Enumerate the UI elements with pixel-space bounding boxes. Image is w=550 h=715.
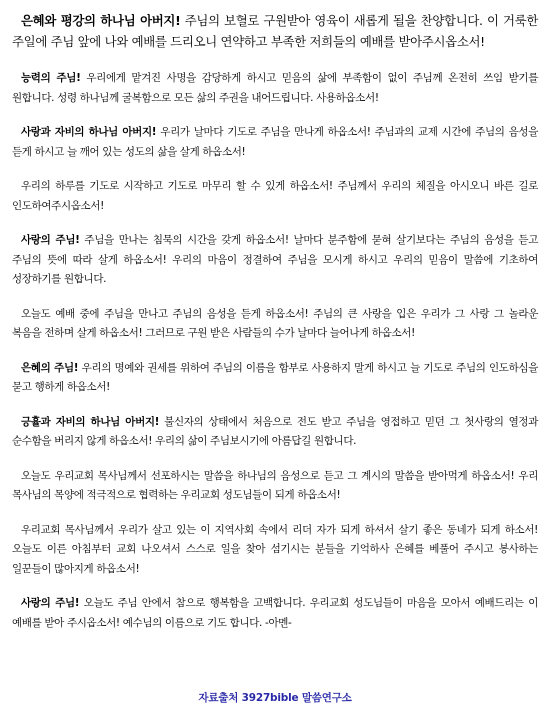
paragraph-1 (12, 10, 538, 52)
paragraph-text: 오늘도 우리교회 목사님께서 선포하시는 말씀을 하나님의 음성으로 듣고 그 계시의 말씀을 받아먹게 하옵소서! 우리 목사님의 목양에 적극적으로 협력하는 우리교회 성도님들이 되게 하옵소서! (12, 469, 538, 501)
paragraph-4 (12, 177, 538, 216)
paragraph-lead: 사랑과 자비의 하나님 아버지! (21, 126, 157, 138)
paragraph-10 (12, 521, 538, 580)
paragraph-3 (12, 123, 538, 162)
paragraph-11 (12, 594, 538, 633)
paragraph-lead: 은혜의 주님! (21, 361, 79, 374)
paragraph-text: 불신자의 상태에서 처음으로 전도 받고 주님을 영접하고 믿던 그 첫사랑의 열정과 순수함을 버리지 않게 하옵소서! 우리의 삶이 주님보시기에 아름답길 원합니다. (12, 415, 538, 447)
paragraph-text: 주님의 보혈로 구원받아 영육이 새롭게 될을 찬양합니다. 이 거룩한 주일에 주님 앞에 나와 예배를 드리오니 연약하고 부족한 저희들의 예배를 받아주시옵소서! (12, 13, 538, 49)
paragraph-lead: 능력의 주님! (21, 72, 81, 84)
paragraph-lead: 긍휼과 자비의 하나님 아버지! (21, 415, 160, 428)
paragraph-lead: 사랑의 주님! (21, 234, 80, 246)
paragraph-text: 우리의 명예와 권세를 위하여 주님의 이름을 함부로 사용하지 말게 하시고 늘 기도로 주님의 인도하심을 묻고 행하게 하옵소서! (12, 361, 538, 393)
paragraph-lead: 사랑의 주님! (21, 597, 80, 609)
source-credit: 자료출처 3927bible 말씀연구소 (198, 692, 352, 704)
paragraph-6 (12, 305, 538, 344)
paragraph-text: 우리의 하루를 기도로 시작하고 기도로 마무리 할 수 있게 하옵소서! 주님께서 우리의 체질을 아시오니 바른 길로 인도하여주시옵소서! (12, 180, 538, 212)
paragraph-text: 우리가 날마다 기도로 주님을 만나게 하옵소서! 주님과의 교제 시간에 주님의 음성을 듣게 하시고 늘 깨어 있는 성도의 삶을 살게 하옵소서! (12, 126, 539, 158)
paragraph-text: 우리에게 맡겨진 사명을 감당하게 하시고 믿음의 삶에 부족함이 없이 주님께 온전히 쓰임 받기를 원합니다. 성령 하나님께 굴복함으로 모든 삶의 주권을 내어드립니다. 사용하옵소서! (12, 72, 539, 104)
paragraph-8 (12, 413, 538, 452)
paragraph-text: 우리교회 목사님께서 우리가 살고 있는 이 지역사회 속에서 리더 자가 되게 하셔서 살기 좋은 동네가 되게 하소서! 오늘도 이른 아침부터 교회 나오셔서 스스로 일을 찾아 섬기시는 분들을 기억하사 은혜를 베풀어 주시고 봉사하는 일꾼들이 많아지게 하옵소서! (12, 523, 538, 575)
paragraph-text: 주님을 만나는 침묵의 시간을 갖게 하옵소서! 날마다 분주함에 묻혀 살기보다는 주님의 음성을 듣고 주님의 뜻에 따라 살게 하옵소서! 우리의 마음이 정결하여 주님을 모시게 하시고 우리의 믿음이 말씀에 기초하여 성장하기를 원합니다. (12, 234, 538, 285)
paragraph-lead: 은혜와 평강의 하나님 아버지! (21, 13, 181, 28)
paragraph-2 (12, 69, 538, 108)
paragraph-text: 오늘도 예배 중에 주님을 만나고 주님의 음성을 듣게 하옵소서! 주님의 큰 사랑을 입은 우리가 그 사랑 그 놀라운 복음을 전하며 살게 하옵소서! 그러므로 구원 받은 사람들의 수가 날마다 늘어나게 하옵소서! (12, 307, 538, 339)
paragraph-text: 오늘도 주님 안에서 참으로 행복함을 고백합니다. 우리교회 성도님들이 마음을 모아서 예배드리는 이 예배를 받아 주시옵소서! 예수님의 이름으로 기도 합니다. -아멘- (12, 597, 538, 629)
paragraph-7 (12, 359, 538, 398)
paragraph-9 (12, 467, 538, 506)
paragraph-5 (12, 231, 538, 290)
